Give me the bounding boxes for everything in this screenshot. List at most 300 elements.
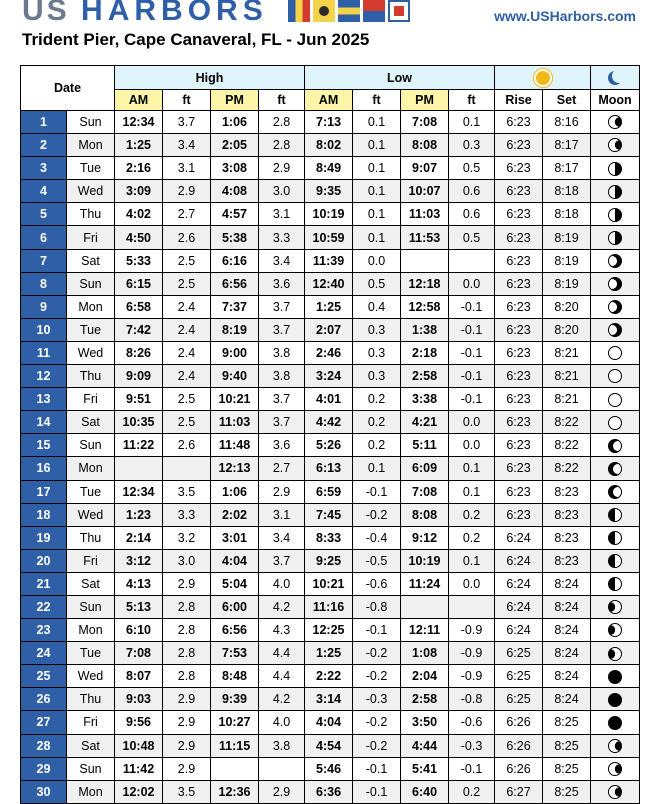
day-of-week: Tue: [67, 480, 115, 503]
high-am-time: 6:58: [115, 295, 163, 318]
day-number: 12: [21, 365, 67, 388]
low-am-height: 0.3: [353, 318, 401, 341]
moon-phase-header: Moon: [591, 90, 640, 111]
table-row: [21, 318, 640, 341]
day-number: 18: [21, 503, 67, 526]
low-am-time: 12:40: [305, 272, 353, 295]
moon-phase-cell: [591, 434, 640, 457]
low-am-time: 4:42: [305, 411, 353, 434]
low-am-height: -0.5: [353, 549, 401, 572]
table-row: [21, 757, 640, 780]
day-number: 27: [21, 711, 67, 734]
moon-phase-cell: [591, 572, 640, 595]
day-of-week: Thu: [67, 688, 115, 711]
table-row: [21, 595, 640, 618]
moon-phase-cell: [591, 526, 640, 549]
low-pm-height: 0.6: [449, 180, 495, 203]
low-am-time: 4:04: [305, 711, 353, 734]
low-am-time: 7:45: [305, 503, 353, 526]
day-number: 13: [21, 388, 67, 411]
day-of-week: Wed: [67, 503, 115, 526]
day-of-week: Sat: [67, 572, 115, 595]
day-number: 2: [21, 134, 67, 157]
high-pm-time: 12:13: [211, 457, 259, 480]
sunset-time: 8:25: [543, 757, 591, 780]
sunset-time: 8:23: [543, 503, 591, 526]
high-pm-time: 2:02: [211, 503, 259, 526]
sunset-time: 8:24: [543, 619, 591, 642]
moon-phase-icon: [608, 115, 622, 129]
high-am-time: 4:50: [115, 226, 163, 249]
low-pm-time: 6:40: [401, 780, 449, 803]
moon-phase-cell: [591, 180, 640, 203]
high-am-time: 12:02: [115, 780, 163, 803]
high-am-height: 2.9: [163, 734, 211, 757]
high-pm-header: PM: [211, 90, 259, 111]
day-number: 25: [21, 665, 67, 688]
high-pm-time: 11:15: [211, 734, 259, 757]
low-pm-time: 12:58: [401, 295, 449, 318]
moon-phase-icon: [608, 577, 622, 591]
high-pm-height: 3.1: [259, 503, 305, 526]
moon-phase-icon: [608, 346, 622, 360]
high-pm-time: 10:27: [211, 711, 259, 734]
moon-phase-icon: [608, 647, 622, 661]
sunrise-time: 6:23: [495, 341, 543, 364]
sunrise-time: 6:23: [495, 157, 543, 180]
moon-phase-cell: [591, 272, 640, 295]
sunrise-time: 6:24: [495, 526, 543, 549]
high-pm-height: 4.2: [259, 595, 305, 618]
low-header: Low: [305, 66, 495, 90]
moon-phase-cell: [591, 595, 640, 618]
flag-icon: [363, 0, 385, 22]
sunrise-time: 6:25: [495, 642, 543, 665]
moon-phase-cell: [591, 203, 640, 226]
moon-phase-cell: [591, 619, 640, 642]
tide-table: [20, 65, 640, 804]
day-number: 29: [21, 757, 67, 780]
high-pm-height: [259, 757, 305, 780]
low-am-time: 3:24: [305, 365, 353, 388]
day-number: 20: [21, 549, 67, 572]
low-am-height: -0.6: [353, 572, 401, 595]
high-pm-ft-header: ft: [259, 90, 305, 111]
low-pm-height: -0.9: [449, 642, 495, 665]
low-am-height: 0.1: [353, 157, 401, 180]
day-number: 15: [21, 434, 67, 457]
table-row: [21, 642, 640, 665]
high-pm-height: 4.4: [259, 665, 305, 688]
table-row: [21, 180, 640, 203]
high-am-height: 2.8: [163, 595, 211, 618]
low-pm-height: -0.8: [449, 688, 495, 711]
high-am-height: 2.4: [163, 365, 211, 388]
table-row: [21, 619, 640, 642]
low-pm-height: [449, 595, 495, 618]
flag-icon: [288, 0, 310, 22]
day-number: 5: [21, 203, 67, 226]
low-pm-time: 5:11: [401, 434, 449, 457]
high-am-height: 3.1: [163, 157, 211, 180]
high-am-height: 3.7: [163, 111, 211, 134]
high-pm-height: 2.8: [259, 134, 305, 157]
low-pm-time: 2:58: [401, 365, 449, 388]
moon-phase-icon: [608, 323, 622, 337]
low-am-time: 11:39: [305, 249, 353, 272]
sunset-time: 8:21: [543, 365, 591, 388]
low-pm-time: 1:08: [401, 642, 449, 665]
high-pm-height: 3.7: [259, 549, 305, 572]
moon-phase-icon: [608, 554, 622, 568]
sunrise-time: 6:25: [495, 688, 543, 711]
sunset-time: 8:18: [543, 203, 591, 226]
high-am-height: 2.9: [163, 711, 211, 734]
moon-phase-cell: [591, 226, 640, 249]
day-number: 26: [21, 688, 67, 711]
flag-icon: [313, 0, 335, 22]
high-pm-height: 3.4: [259, 249, 305, 272]
table-row: [21, 157, 640, 180]
low-pm-height: -0.1: [449, 341, 495, 364]
table-row: [21, 295, 640, 318]
high-am-height: 3.3: [163, 503, 211, 526]
table-row: [21, 549, 640, 572]
high-pm-height: 4.3: [259, 619, 305, 642]
sunset-time: 8:22: [543, 457, 591, 480]
high-am-time: 9:56: [115, 711, 163, 734]
sunrise-time: 6:23: [495, 226, 543, 249]
high-pm-time: 6:56: [211, 272, 259, 295]
sunrise-time: 6:23: [495, 503, 543, 526]
high-am-height: 2.7: [163, 203, 211, 226]
day-number: 16: [21, 457, 67, 480]
low-pm-height: [449, 249, 495, 272]
low-pm-height: 0.2: [449, 526, 495, 549]
day-of-week: Sun: [67, 595, 115, 618]
low-am-height: 0.4: [353, 295, 401, 318]
low-pm-time: 1:38: [401, 318, 449, 341]
low-pm-height: -0.9: [449, 665, 495, 688]
low-pm-time: 3:50: [401, 711, 449, 734]
low-am-height: 0.2: [353, 434, 401, 457]
low-am-time: 2:07: [305, 318, 353, 341]
sunset-time: 8:25: [543, 734, 591, 757]
low-pm-height: -0.1: [449, 388, 495, 411]
high-am-height: 2.4: [163, 318, 211, 341]
day-number: 6: [21, 226, 67, 249]
sunrise-time: 6:25: [495, 665, 543, 688]
sunrise-time: 6:24: [495, 549, 543, 572]
high-pm-time: 3:01: [211, 526, 259, 549]
sunrise-time: 6:26: [495, 757, 543, 780]
low-pm-height: 0.0: [449, 411, 495, 434]
table-row: [21, 503, 640, 526]
sunrise-time: 6:23: [495, 411, 543, 434]
moon-phase-icon: [608, 485, 622, 499]
moon-phase-icon: [608, 369, 622, 383]
table-row: [21, 688, 640, 711]
sunset-time: 8:21: [543, 388, 591, 411]
high-am-time: 11:42: [115, 757, 163, 780]
high-am-time: 5:13: [115, 595, 163, 618]
high-am-time: 1:25: [115, 134, 163, 157]
high-pm-height: 3.7: [259, 388, 305, 411]
low-pm-time: 2:58: [401, 688, 449, 711]
high-pm-time: 5:04: [211, 572, 259, 595]
low-pm-time: 9:12: [401, 526, 449, 549]
brand-logo: [22, 0, 268, 28]
low-am-time: 4:01: [305, 388, 353, 411]
low-am-height: 0.5: [353, 272, 401, 295]
low-pm-time: 8:08: [401, 503, 449, 526]
table-row: [21, 388, 640, 411]
low-am-height: -0.1: [353, 619, 401, 642]
day-of-week: Mon: [67, 619, 115, 642]
day-of-week: Thu: [67, 203, 115, 226]
low-am-time: 2:22: [305, 665, 353, 688]
high-pm-height: 3.7: [259, 318, 305, 341]
low-am-height: -0.1: [353, 780, 401, 803]
table-row: [21, 226, 640, 249]
low-pm-time: [401, 249, 449, 272]
moon-phase-cell: [591, 134, 640, 157]
low-pm-height: 0.0: [449, 272, 495, 295]
high-pm-height: 3.6: [259, 434, 305, 457]
high-am-time: 12:34: [115, 480, 163, 503]
day-number: 14: [21, 411, 67, 434]
day-number: 4: [21, 180, 67, 203]
high-am-height: 2.6: [163, 434, 211, 457]
table-row: [21, 526, 640, 549]
signal-flags: [288, 0, 410, 22]
day-of-week: Wed: [67, 180, 115, 203]
moon-phase-icon: [608, 277, 622, 291]
sunrise-header: Rise: [495, 90, 543, 111]
sunrise-time: 6:23: [495, 180, 543, 203]
moon-phase-cell: [591, 688, 640, 711]
sunset-time: 8:17: [543, 157, 591, 180]
high-pm-time: 11:48: [211, 434, 259, 457]
high-am-height: [163, 457, 211, 480]
low-am-time: 8:02: [305, 134, 353, 157]
high-am-time: 7:42: [115, 318, 163, 341]
high-am-height: 2.6: [163, 226, 211, 249]
sun-icon: [536, 71, 550, 85]
low-pm-time: 4:44: [401, 734, 449, 757]
sunrise-time: 6:23: [495, 388, 543, 411]
sunset-time: 8:23: [543, 526, 591, 549]
high-pm-height: 3.7: [259, 295, 305, 318]
sunrise-time: 6:23: [495, 365, 543, 388]
low-pm-height: 0.6: [449, 203, 495, 226]
sunset-time: 8:24: [543, 642, 591, 665]
high-pm-time: 1:06: [211, 480, 259, 503]
high-am-height: 3.4: [163, 134, 211, 157]
sunrise-time: 6:23: [495, 111, 543, 134]
sun-header: [495, 66, 591, 90]
moon-phase-icon: [608, 739, 622, 753]
low-am-height: -0.4: [353, 526, 401, 549]
high-am-height: 2.8: [163, 665, 211, 688]
low-pm-time: 7:08: [401, 111, 449, 134]
moon-phase-cell: [591, 157, 640, 180]
low-am-time: 9:35: [305, 180, 353, 203]
low-am-time: 10:19: [305, 203, 353, 226]
day-of-week: Mon: [67, 134, 115, 157]
low-am-time: 10:21: [305, 572, 353, 595]
high-pm-time: 9:00: [211, 341, 259, 364]
table-row: [21, 457, 640, 480]
sunset-time: 8:19: [543, 226, 591, 249]
low-am-time: 9:25: [305, 549, 353, 572]
day-number: 30: [21, 780, 67, 803]
moon-phase-icon: [608, 393, 622, 407]
day-of-week: Thu: [67, 526, 115, 549]
sunset-time: 8:23: [543, 549, 591, 572]
high-pm-time: 9:40: [211, 365, 259, 388]
low-pm-time: 11:03: [401, 203, 449, 226]
high-pm-height: 4.4: [259, 642, 305, 665]
date-header: Date: [21, 66, 115, 111]
high-am-time: 9:09: [115, 365, 163, 388]
sunset-time: 8:16: [543, 111, 591, 134]
low-pm-time: 6:09: [401, 457, 449, 480]
low-am-height: 0.1: [353, 203, 401, 226]
low-pm-time: 11:24: [401, 572, 449, 595]
sunset-time: 8:22: [543, 411, 591, 434]
sunset-time: 8:24: [543, 665, 591, 688]
moon-phase-icon: [608, 762, 622, 776]
table-row: [21, 411, 640, 434]
moon-phase-icon: [608, 231, 622, 245]
table-row: [21, 203, 640, 226]
flag-icon: [388, 0, 410, 22]
high-am-time: 11:22: [115, 434, 163, 457]
high-pm-height: 2.9: [259, 780, 305, 803]
low-am-height: 0.1: [353, 180, 401, 203]
moon-phase-cell: [591, 757, 640, 780]
moon-phase-icon: [608, 670, 622, 684]
high-pm-time: 3:08: [211, 157, 259, 180]
low-pm-time: 10:19: [401, 549, 449, 572]
sunset-time: 8:22: [543, 434, 591, 457]
low-am-time: 5:26: [305, 434, 353, 457]
high-pm-time: [211, 757, 259, 780]
moon-phase-icon: [608, 300, 622, 314]
day-number: 24: [21, 642, 67, 665]
low-am-time: 7:13: [305, 111, 353, 134]
high-pm-height: 3.8: [259, 365, 305, 388]
moon-phase-icon: [608, 716, 622, 730]
high-header: High: [115, 66, 305, 90]
sunrise-time: 6:24: [495, 595, 543, 618]
high-pm-height: 4.0: [259, 572, 305, 595]
day-number: 19: [21, 526, 67, 549]
table-row: [21, 111, 640, 134]
high-am-time: 4:02: [115, 203, 163, 226]
high-pm-height: 2.9: [259, 157, 305, 180]
high-am-time: [115, 457, 163, 480]
sunset-time: 8:24: [543, 595, 591, 618]
high-am-height: 2.5: [163, 388, 211, 411]
high-pm-height: 3.6: [259, 272, 305, 295]
table-row: [21, 434, 640, 457]
sunset-time: 8:25: [543, 780, 591, 803]
high-pm-height: 2.7: [259, 457, 305, 480]
high-pm-time: 1:06: [211, 111, 259, 134]
high-pm-height: 2.9: [259, 480, 305, 503]
sunset-time: 8:19: [543, 272, 591, 295]
high-pm-height: 3.8: [259, 341, 305, 364]
moon-phase-icon: [608, 439, 622, 453]
table-row: [21, 134, 640, 157]
sunrise-time: 6:23: [495, 434, 543, 457]
sunset-time: 8:17: [543, 134, 591, 157]
low-am-time: 6:59: [305, 480, 353, 503]
high-pm-time: 10:21: [211, 388, 259, 411]
day-number: 23: [21, 619, 67, 642]
moon-header: [591, 66, 640, 90]
high-am-time: 9:03: [115, 688, 163, 711]
high-pm-time: 6:00: [211, 595, 259, 618]
site-link[interactable]: www.USHarbors.com: [494, 8, 636, 24]
day-number: 22: [21, 595, 67, 618]
low-pm-height: 0.5: [449, 226, 495, 249]
day-of-week: Mon: [67, 780, 115, 803]
moon-phase-cell: [591, 711, 640, 734]
high-am-time: 3:09: [115, 180, 163, 203]
low-pm-height: 0.1: [449, 549, 495, 572]
moon-phase-icon: [608, 623, 622, 637]
low-am-height: 0.3: [353, 365, 401, 388]
day-of-week: Fri: [67, 388, 115, 411]
day-of-week: Sun: [67, 757, 115, 780]
low-pm-height: 0.1: [449, 457, 495, 480]
low-am-height: -0.2: [353, 711, 401, 734]
high-am-height: 2.9: [163, 757, 211, 780]
day-of-week: Sun: [67, 272, 115, 295]
sunrise-time: 6:23: [495, 249, 543, 272]
low-pm-time: 7:08: [401, 480, 449, 503]
low-am-height: 0.1: [353, 111, 401, 134]
table-row: [21, 480, 640, 503]
high-am-time: 10:35: [115, 411, 163, 434]
high-pm-height: 2.8: [259, 111, 305, 134]
high-pm-time: 6:16: [211, 249, 259, 272]
high-am-height: 2.4: [163, 341, 211, 364]
high-pm-time: 4:08: [211, 180, 259, 203]
moon-phase-cell: [591, 249, 640, 272]
high-pm-time: 4:04: [211, 549, 259, 572]
high-am-time: 6:10: [115, 619, 163, 642]
low-pm-time: 2:18: [401, 341, 449, 364]
moon-phase-cell: [591, 111, 640, 134]
sunrise-time: 6:27: [495, 780, 543, 803]
day-of-week: Sat: [67, 411, 115, 434]
day-number: 11: [21, 341, 67, 364]
high-am-height: 2.4: [163, 295, 211, 318]
table-row: [21, 734, 640, 757]
low-pm-height: 0.1: [449, 480, 495, 503]
table-row: [21, 572, 640, 595]
low-am-time: 1:25: [305, 295, 353, 318]
low-am-height: -0.2: [353, 665, 401, 688]
high-am-height: 2.5: [163, 411, 211, 434]
low-am-ft-header: ft: [353, 90, 401, 111]
low-am-height: 0.3: [353, 341, 401, 364]
low-pm-height: 0.2: [449, 780, 495, 803]
